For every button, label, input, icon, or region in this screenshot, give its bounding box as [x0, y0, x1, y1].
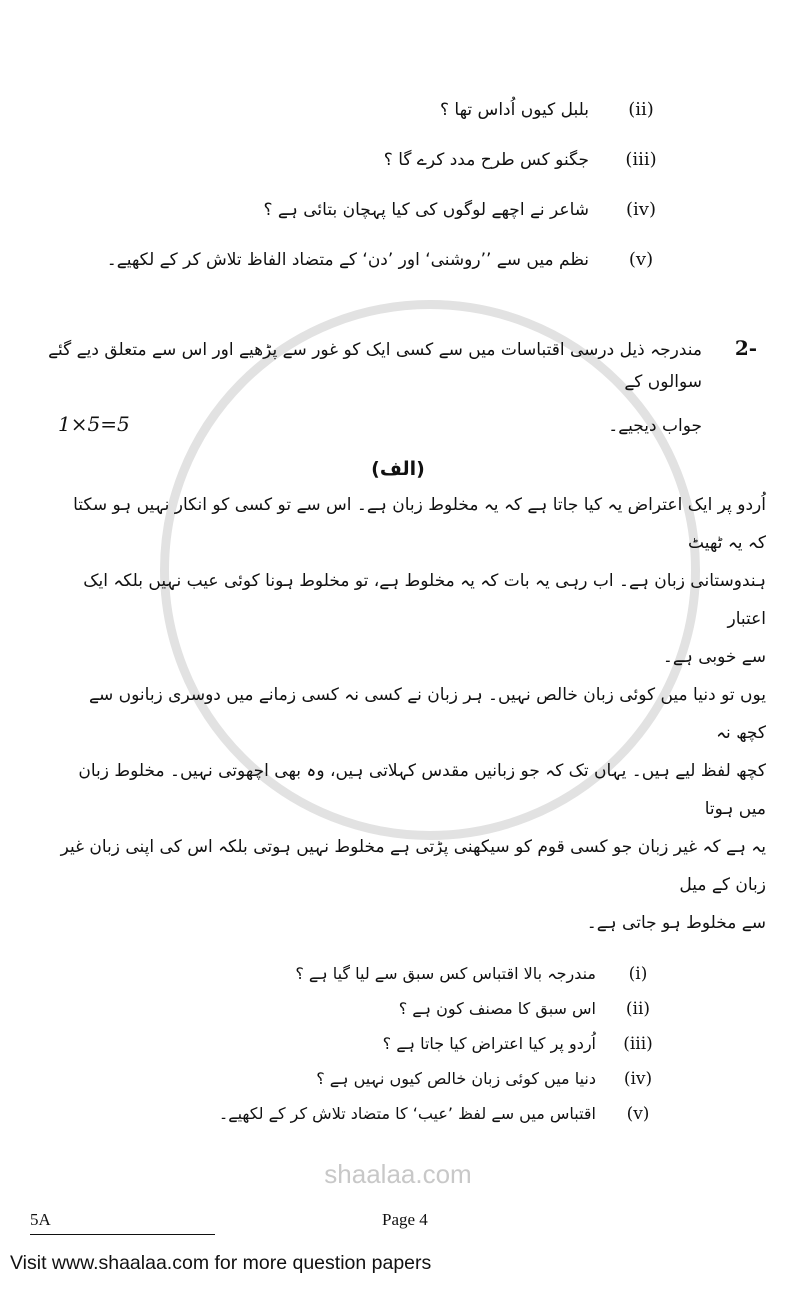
question1-item	[30, 196, 766, 246]
sub-question-number: (ii)	[625, 999, 651, 1019]
passage	[30, 486, 766, 942]
item-number: (iii)	[625, 149, 657, 170]
question-instruction: مندرجہ ذیل درسی اقتباسات میں سے کسی ایک کو غور سے پڑھیے اور اس سے متعلق دیے گئے سوالوں کے	[48, 340, 702, 392]
visit-note: Visit www.shaalaa.com for more question papers	[10, 1252, 432, 1274]
passage-line: یوں تو دنیا میں کوئی زبان خالص نہیں۔ ہر زبان نے کسی نہ کسی زمانے میں دوسری زبانوں سے کچھ نہ	[89, 685, 766, 743]
sub-question-number: (iv)	[623, 1069, 653, 1089]
watermark-text: shaalaa.com	[324, 1159, 472, 1189]
sub-questions	[30, 960, 766, 1135]
question-instruction-cont: جواب دیجیے۔	[608, 416, 702, 436]
passage-line: کچھ لفظ لیے ہیں۔ یہاں تک کہ جو زبانیں مقدس کہلاتی ہیں، وہ بھی اچھوتی نہیں۔ مخلوط زبان میں ہوتا	[78, 761, 766, 819]
paper-code: 5A	[30, 1210, 51, 1229]
sub-question-text: دنیا میں کوئی زبان خالص کیوں نہیں ہے ؟	[316, 1069, 596, 1088]
item-number: (iv)	[626, 199, 656, 220]
sub-question	[30, 1065, 766, 1100]
question1-item	[30, 246, 766, 296]
sub-question-number: (iii)	[623, 1034, 653, 1054]
sub-question-text: اس سبق کا مصنف کون ہے ؟	[398, 999, 596, 1018]
sub-question	[30, 995, 766, 1030]
item-text: نظم میں سے ’’روشنی‘ اور ’دن‘ کے متضاد الفاظ تلاش کر کے لکھیے۔	[106, 250, 589, 270]
sub-question	[30, 1100, 766, 1135]
passage-line: یہ ہے کہ غیر زبان جو کسی قوم کو سیکھنی پڑتی ہے مخلوط نہیں ہوتی بلکہ اس کی اپنی زبان غیر زبان کے میل	[60, 837, 766, 895]
item-text: بلبل کیوں اُداس تھا ؟	[439, 100, 589, 120]
question2-instruction-row	[30, 412, 766, 436]
item-text: شاعر نے اچھے لوگوں کی کیا پہچان بتائی ہے ؟	[263, 200, 589, 220]
passage-line: سے مخلوط ہو جاتی ہے۔	[586, 913, 766, 933]
passage-line: سے خوبی ہے۔	[662, 647, 766, 667]
passage-line: اُردو پر ایک اعتراض یہ کیا جاتا ہے کہ یہ مخلوط زبان ہے۔ اس سے تو کسی کو انکار نہیں ہو سکتا کہ یہ ٹھیٹ	[73, 495, 766, 553]
sub-question-number: (i)	[628, 964, 648, 984]
sub-question	[30, 960, 766, 995]
item-number: (v)	[628, 249, 654, 270]
sub-question-number: (v)	[626, 1104, 650, 1124]
question2-header	[30, 334, 766, 398]
question1-item	[30, 96, 766, 146]
footer	[30, 1210, 766, 1250]
sub-question	[30, 1030, 766, 1065]
question1-item	[30, 146, 766, 196]
question-number: 2-	[734, 336, 758, 360]
footer-rule	[30, 1234, 215, 1235]
page-number: Page 4	[382, 1210, 428, 1229]
item-number: (ii)	[628, 99, 654, 120]
sub-question-text: اُردو پر کیا اعتراض کیا جاتا ہے ؟	[382, 1034, 596, 1053]
sub-question-text: اقتباس میں سے لفظ ’عیب‘ کا متضاد تلاش کر کے لکھیے۔	[218, 1104, 596, 1123]
sub-question-text: مندرجہ بالا اقتباس کس سبق سے لیا گیا ہے ؟	[295, 964, 596, 983]
item-text: جگنو کس طرح مدد کرے گا ؟	[383, 150, 589, 170]
passage-line: ہندوستانی زبان ہے۔ اب رہی یہ بات کہ یہ مخلوط ہے، تو مخلوط ہونا کوئی عیب نہیں بلکہ ایک اعتبار	[83, 571, 766, 629]
marks-label: 1×5=5	[58, 412, 130, 436]
section-heading: (الف)	[371, 458, 425, 480]
